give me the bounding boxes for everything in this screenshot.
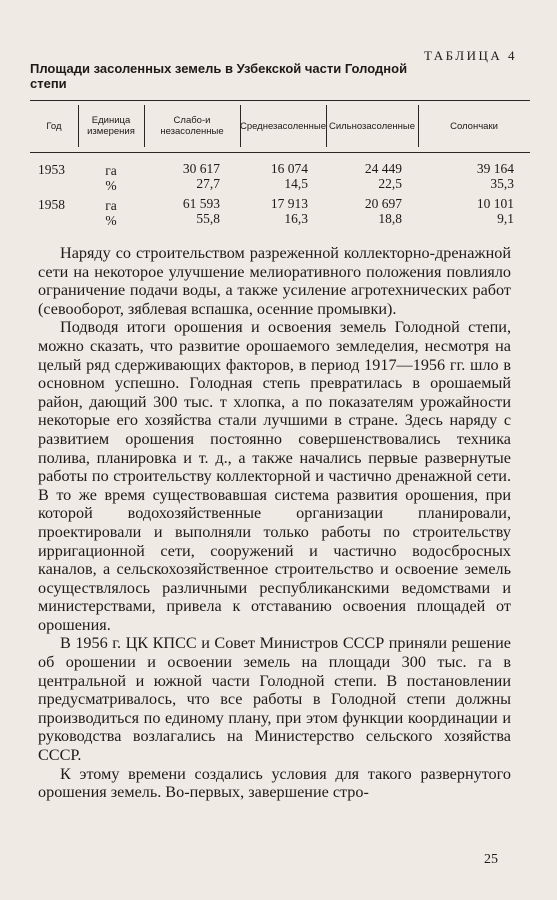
table-cell-value: 17 913 [270, 196, 308, 211]
header-medium-salinity: Среднезасоленные [239, 120, 327, 132]
table-cell-value: 20 697 [364, 196, 402, 211]
table-cell-unit: га [105, 163, 117, 178]
paragraph: Подводя итоги орошения и освоения земель Голодной степи, можно сказать, что развитие орошаемого земледелия, несмотря на целый ряд сдерживающих факторов, в период 1917—1956 гг. шло в основном успешно. Голодная степь превратилась в орошаемый район, дающий 300 тыс. т хлопка, а по показателям урожайности некоторые его хозяйства стали лучшими в стране. Здесь наряду с развитием орошения постоянно совершенствовались техника полива, планировка и т. д., а также начались первые развернутые работы по строительству коллекторной и частично дренажной сети. В то же время существовавшая система развития орошения, при которой водохозяйственные организации планировали, проектировали и выполняли только работы по строительству ирригационной сети, сооружений и частично водосбросных каналов, а сельскохозяйственное строительство и освоение земель осуществлялось различными республиканскими ведомствами и министерствами, привела к отставанию освоения площадей от орошения. [38, 318, 511, 634]
table-cell-value: 18,8 [378, 211, 402, 226]
paragraph: В 1956 г. ЦК КПСС и Совет Министров СССР приняли решение об орошении и освоении земель на площади 300 тыс. га в центральной и южной части Голодной степи. В постановлении предусматривалось, что все работы в Голодной степи должны производиться по единому плану, при этом функции координации и руководства возлагались на Министерство сельского хозяйства СССР. [38, 634, 511, 765]
header-year: Год [46, 120, 62, 132]
table-title: Площади засоленных земель в Узбекской части Голодной степи [30, 61, 408, 91]
table-cell-value: 35,3 [490, 176, 514, 191]
table-cell-year: 1953 [38, 162, 65, 177]
body-text [38, 244, 511, 802]
table-cell-year: 1958 [38, 197, 65, 212]
header-unit: Единица измерения [87, 115, 135, 137]
paragraph: Наряду со строительством разреженной коллекторно-дренажной сети на некоторое улучшение мелиоративного положения повлияло ограничение подачи воды, а также усиление агротехнических работ (севооборот, зяблевая вспашка, осенние промывки). [38, 244, 511, 318]
table-cell-value: 10 101 [476, 196, 514, 211]
paragraph: К этому времени создались условия для такого развернутого орошения земель. Во-первых, завершение стро- [38, 764, 511, 802]
table-number-label: ТАБЛИЦА 4 [423, 48, 517, 63]
header-low-salinity: Слабо-и незасоленные [160, 115, 224, 137]
table-cell-unit: га [105, 198, 117, 213]
table-cell-value: 22,5 [378, 176, 402, 191]
table-cell-value: 24 449 [364, 161, 402, 176]
table-cell-value: 39 164 [476, 161, 514, 176]
table-cell-value: 16,3 [284, 211, 308, 226]
table-cell-value: 55,8 [196, 211, 220, 226]
table-cell-value: 30 617 [182, 161, 220, 176]
table-cell-unit: % [105, 178, 117, 193]
table-cell-value: 9,1 [497, 211, 514, 226]
table-header-rule [30, 152, 530, 153]
header-solonchaks: Солончаки [450, 120, 498, 132]
header-high-salinity: Сильнозасоленные [328, 120, 416, 132]
table-cell-value: 14,5 [284, 176, 308, 191]
table-cell-value: 16 074 [270, 161, 308, 176]
page-number: 25 [484, 852, 498, 867]
table-cell-value: 27,7 [196, 176, 220, 191]
table-cell-unit: % [105, 213, 117, 228]
table-cell-value: 61 593 [182, 196, 220, 211]
